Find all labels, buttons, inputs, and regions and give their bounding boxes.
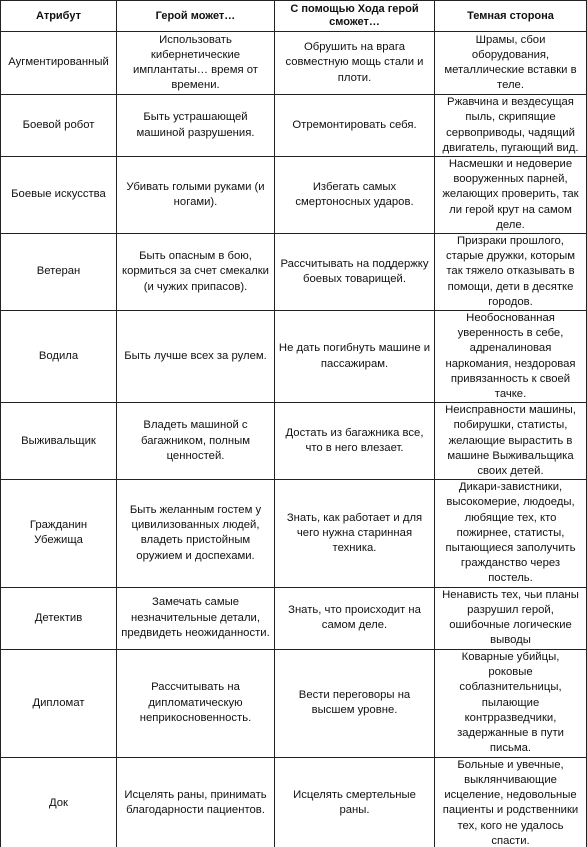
header-hero-can: Герой может… — [117, 1, 275, 32]
cell-dark-side: Больные и увечные, выклянчивающие исцеление, недовольные пациенты и родственники тех, кого не удалось спасти. — [435, 757, 587, 847]
table-row — [1, 234, 587, 311]
cell-move: Знать, что происходит на самом деле. — [275, 587, 435, 649]
cell-move: Обрушить на врага совместную мощь стали и плоти. — [275, 32, 435, 95]
cell-attribute: Дипломат — [1, 649, 117, 757]
cell-dark-side: Дикари-завистники, высокомерие, людоеды, любящие тех, кто пожирнее, статисты, пытающиеся заполучить гражданство через постель. — [435, 480, 587, 587]
cell-hero-can: Рассчитывать на дипломатическую неприкосновенность. — [117, 649, 275, 757]
cell-dark-side: Насмешки и недоверие вооруженных парней, желающих проверить, так ли герой крут на самом деле. — [435, 157, 587, 234]
cell-hero-can: Быть желанным гостем у цивилизованных людей, владеть пристойным оружием и доспехами. — [117, 480, 275, 587]
cell-move: Вести переговоры на высшем уровне. — [275, 649, 435, 757]
table-row — [1, 32, 587, 95]
table-row — [1, 95, 587, 157]
cell-move: Исцелять смертельные раны. — [275, 757, 435, 847]
cell-hero-can: Быть опасным в бою, кормиться за счет смекалки (и чужих припасов). — [117, 234, 275, 311]
cell-attribute: Детектив — [1, 587, 117, 649]
cell-attribute: Боевые искусства — [1, 157, 117, 234]
table-row — [1, 649, 587, 757]
cell-move: Рассчитывать на поддержку боевых товарищей. — [275, 234, 435, 311]
cell-dark-side: Ненависть тех, чьи планы разрушил герой, ошибочные логические выводы — [435, 587, 587, 649]
cell-dark-side: Шрамы, сбои оборудования, металлические вставки в теле. — [435, 32, 587, 95]
cell-dark-side: Призраки прошлого, старые дружки, которым так тяжело отказывать в помощи, дети в десятке городов. — [435, 234, 587, 311]
cell-dark-side: Неисправности машины, побирушки, статисты, желающие вырастить в машине Выживальщика своих детей. — [435, 403, 587, 480]
cell-attribute: Ветеран — [1, 234, 117, 311]
table-row — [1, 311, 587, 403]
cell-move: Достать из багажника все, что в него влезает. — [275, 403, 435, 480]
header-attribute: Атрибут — [1, 1, 117, 32]
cell-hero-can: Владеть машиной с багажником, полным ценностей. — [117, 403, 275, 480]
cell-dark-side: Коварные убийцы, роковые соблазнительницы, пылающие контрразведчики, задержанные в пути письма. — [435, 649, 587, 757]
table-row — [1, 403, 587, 480]
cell-hero-can: Быть устрашающей машиной разрушения. — [117, 95, 275, 157]
cell-move: Избегать самых смертоносных ударов. — [275, 157, 435, 234]
cell-attribute: Аугментированный — [1, 32, 117, 95]
cell-attribute: Выживальщик — [1, 403, 117, 480]
cell-attribute: Док — [1, 757, 117, 847]
cell-attribute: Боевой робот — [1, 95, 117, 157]
cell-hero-can: Исцелять раны, принимать благодарности пациентов. — [117, 757, 275, 847]
table-row — [1, 757, 587, 847]
cell-hero-can: Использовать кибернетические имплантаты… время от времени. — [117, 32, 275, 95]
cell-hero-can: Замечать самые незначительные детали, предвидеть неожиданности. — [117, 587, 275, 649]
cell-hero-can: Убивать голыми руками (и ногами). — [117, 157, 275, 234]
cell-move: Отремонтировать себя. — [275, 95, 435, 157]
cell-dark-side: Необоснованная уверенность в себе, адреналиновая наркомания, нездоровая привязанность к своей тачке. — [435, 311, 587, 403]
header-dark-side: Темная сторона — [435, 1, 587, 32]
cell-hero-can: Быть лучше всех за рулем. — [117, 311, 275, 403]
header-move: С помощью Хода герой сможет… — [275, 1, 435, 32]
cell-move: Не дать погибнуть машине и пассажирам. — [275, 311, 435, 403]
table-header-row — [1, 1, 587, 32]
table-row — [1, 480, 587, 587]
cell-dark-side: Ржавчина и вездесущая пыль, скрипящие сервоприводы, чадящий двигатель, пугающий вид. — [435, 95, 587, 157]
table-row — [1, 157, 587, 234]
table-row — [1, 587, 587, 649]
cell-attribute: Гражданин Убежища — [1, 480, 117, 587]
cell-attribute: Водила — [1, 311, 117, 403]
cell-move: Знать, как работает и для чего нужна старинная техника. — [275, 480, 435, 587]
